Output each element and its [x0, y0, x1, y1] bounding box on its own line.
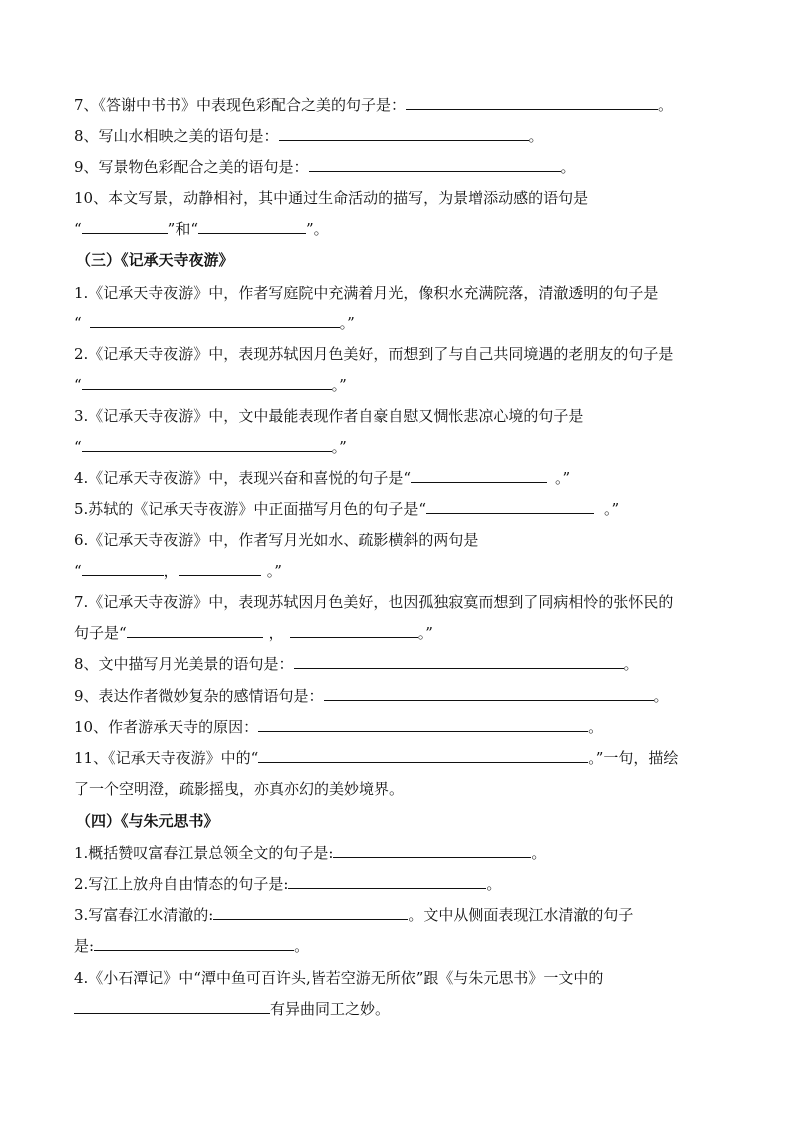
- question-line: 1.《记承天寺夜游》中，作者写庭院中充满着月光，像积水充满院落，清澈透明的句子是: [74, 284, 659, 302]
- question-line: 5.苏轼的《记承天寺夜游》中正面描写月色的句子是“ 。”: [74, 497, 734, 521]
- answer-blank[interactable]: [309, 155, 561, 172]
- question-line: 6.《记承天寺夜游》中，作者写月光如水、疏影横斜的两句是: [74, 531, 479, 549]
- answer-blank[interactable]: [179, 559, 261, 576]
- question-line: 9、表达作者微妙复杂的感情语句是： 。: [74, 684, 734, 708]
- answer-blank[interactable]: [258, 715, 588, 732]
- answer-blank[interactable]: [324, 684, 654, 701]
- answer-blank[interactable]: [127, 621, 263, 638]
- answer-blank[interactable]: [426, 497, 594, 514]
- question-line: 4.《小石潭记》中“潭中鱼可百许头,皆若空游无所依”跟《与朱元思书》一文中的: [74, 969, 604, 987]
- answer-blank[interactable]: [411, 466, 547, 483]
- question-line: 2.《记承天寺夜游》中，表现苏轼因月色美好，而想到了与自己共同境遇的老朋友的句子是: [74, 345, 674, 363]
- answer-blank[interactable]: [290, 621, 418, 638]
- answer-blank[interactable]: [333, 841, 531, 858]
- question-line: 了一个空明澄，疏影摇曳，亦真亦幻的美妙境界。: [74, 780, 405, 798]
- answer-blank[interactable]: [94, 934, 294, 951]
- answer-blank[interactable]: [294, 652, 624, 669]
- question-line: 7.《记承天寺夜游》中，表现苏轼因月色美好，也因孤独寂寞而想到了同病相怜的张怀民的: [74, 593, 674, 611]
- answer-blank[interactable]: [82, 559, 164, 576]
- section-heading: （三）《记承天寺夜游》: [76, 251, 234, 269]
- question-line: 7、《答谢中书书》中表现色彩配合之美的句子是： 。: [74, 93, 734, 117]
- answer-blank[interactable]: [288, 872, 486, 889]
- answer-blank[interactable]: [82, 373, 332, 390]
- answer-blank[interactable]: [90, 311, 340, 328]
- question-line: 10、本文写景，动静相衬，其中通过生命活动的描写，为景增添动感的语句是: [74, 189, 589, 207]
- answer-blank[interactable]: [82, 435, 332, 452]
- answer-blank[interactable]: [198, 217, 306, 234]
- answer-blank[interactable]: [406, 93, 658, 110]
- question-line: 1.概括赞叹富春江景总领全文的句子是: 。: [74, 841, 734, 865]
- question-line: 4.《记承天寺夜游》中，表现兴奋和喜悦的句子是“ 。”: [74, 466, 734, 490]
- question-line: “ 。”: [74, 311, 734, 335]
- section-heading: （四）《与朱元思书》: [76, 812, 219, 830]
- question-line: 3.《记承天寺夜游》中，文中最能表现作者自豪自慰又惆怅悲凉心境的句子是: [74, 407, 584, 425]
- question-line: 3.写富春江水清澈的: 。文中从侧面表现江水清澈的句子: [74, 903, 734, 927]
- question-line: “ ， 。”: [74, 559, 734, 583]
- question-line: “ ”和“ ”。: [74, 217, 734, 241]
- question-line: 9、写景物色彩配合之美的语句是： 。: [74, 155, 734, 179]
- answer-blank[interactable]: [82, 217, 168, 234]
- question-line: 是: 。: [74, 934, 734, 958]
- answer-blank[interactable]: [279, 124, 529, 141]
- question-line: 8、文中描写月光美景的语句是： 。: [74, 652, 734, 676]
- question-line: 有异曲同工之妙。: [74, 997, 734, 1021]
- question-line: 8、写山水相映之美的语句是： 。: [74, 124, 734, 148]
- answer-blank[interactable]: [74, 997, 270, 1014]
- question-line: 句子是“ ， 。”: [74, 621, 734, 645]
- question-line: “ 。”: [74, 373, 734, 397]
- answer-blank[interactable]: [258, 746, 588, 763]
- question-line: 2.写江上放舟自由情态的句子是: 。: [74, 872, 734, 896]
- question-line: “ 。”: [74, 435, 734, 459]
- question-line: 10、作者游承天寺的原因： 。: [74, 715, 734, 739]
- answer-blank[interactable]: [213, 903, 408, 920]
- question-line: 11、《记承天寺夜游》中的“ 。”一句，描绘: [74, 746, 734, 770]
